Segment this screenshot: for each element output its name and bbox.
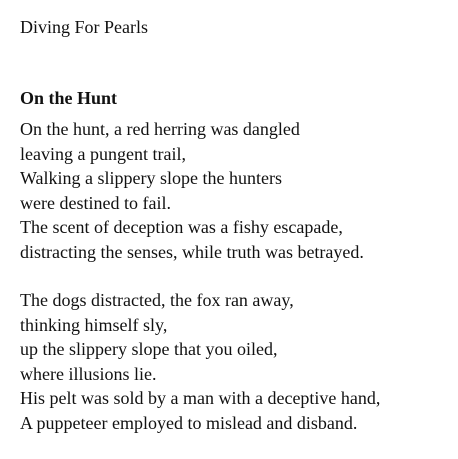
poem-line: Walking a slippery slope the hunters xyxy=(20,168,282,188)
stanza-1 xyxy=(20,117,364,264)
poem-line: A puppeteer employed to mislead and disband. xyxy=(20,412,358,433)
poem-line: where illusions lie. xyxy=(20,363,157,384)
poem-line: distracting the senses, while truth was betrayed. xyxy=(20,241,364,262)
poem-line: The scent of deception was a fishy escapade, xyxy=(20,217,343,237)
book-title: Diving For Pearls xyxy=(20,17,148,37)
poem-line: On the hunt, a red herring was dangled xyxy=(20,119,300,139)
poem-line: up the slippery slope that you oiled, xyxy=(20,339,278,359)
poem-line: thinking himself sly, xyxy=(20,314,168,335)
poem-title: On the Hunt xyxy=(20,88,118,108)
poem-line: The dogs distracted, the fox ran away, xyxy=(20,290,294,310)
poem-line: were destined to fail. xyxy=(20,192,171,213)
poem-line: His pelt was sold by a man with a deceptive hand, xyxy=(20,388,381,408)
stanza-2 xyxy=(20,288,380,435)
poem-line: leaving a pungent trail, xyxy=(20,143,186,164)
